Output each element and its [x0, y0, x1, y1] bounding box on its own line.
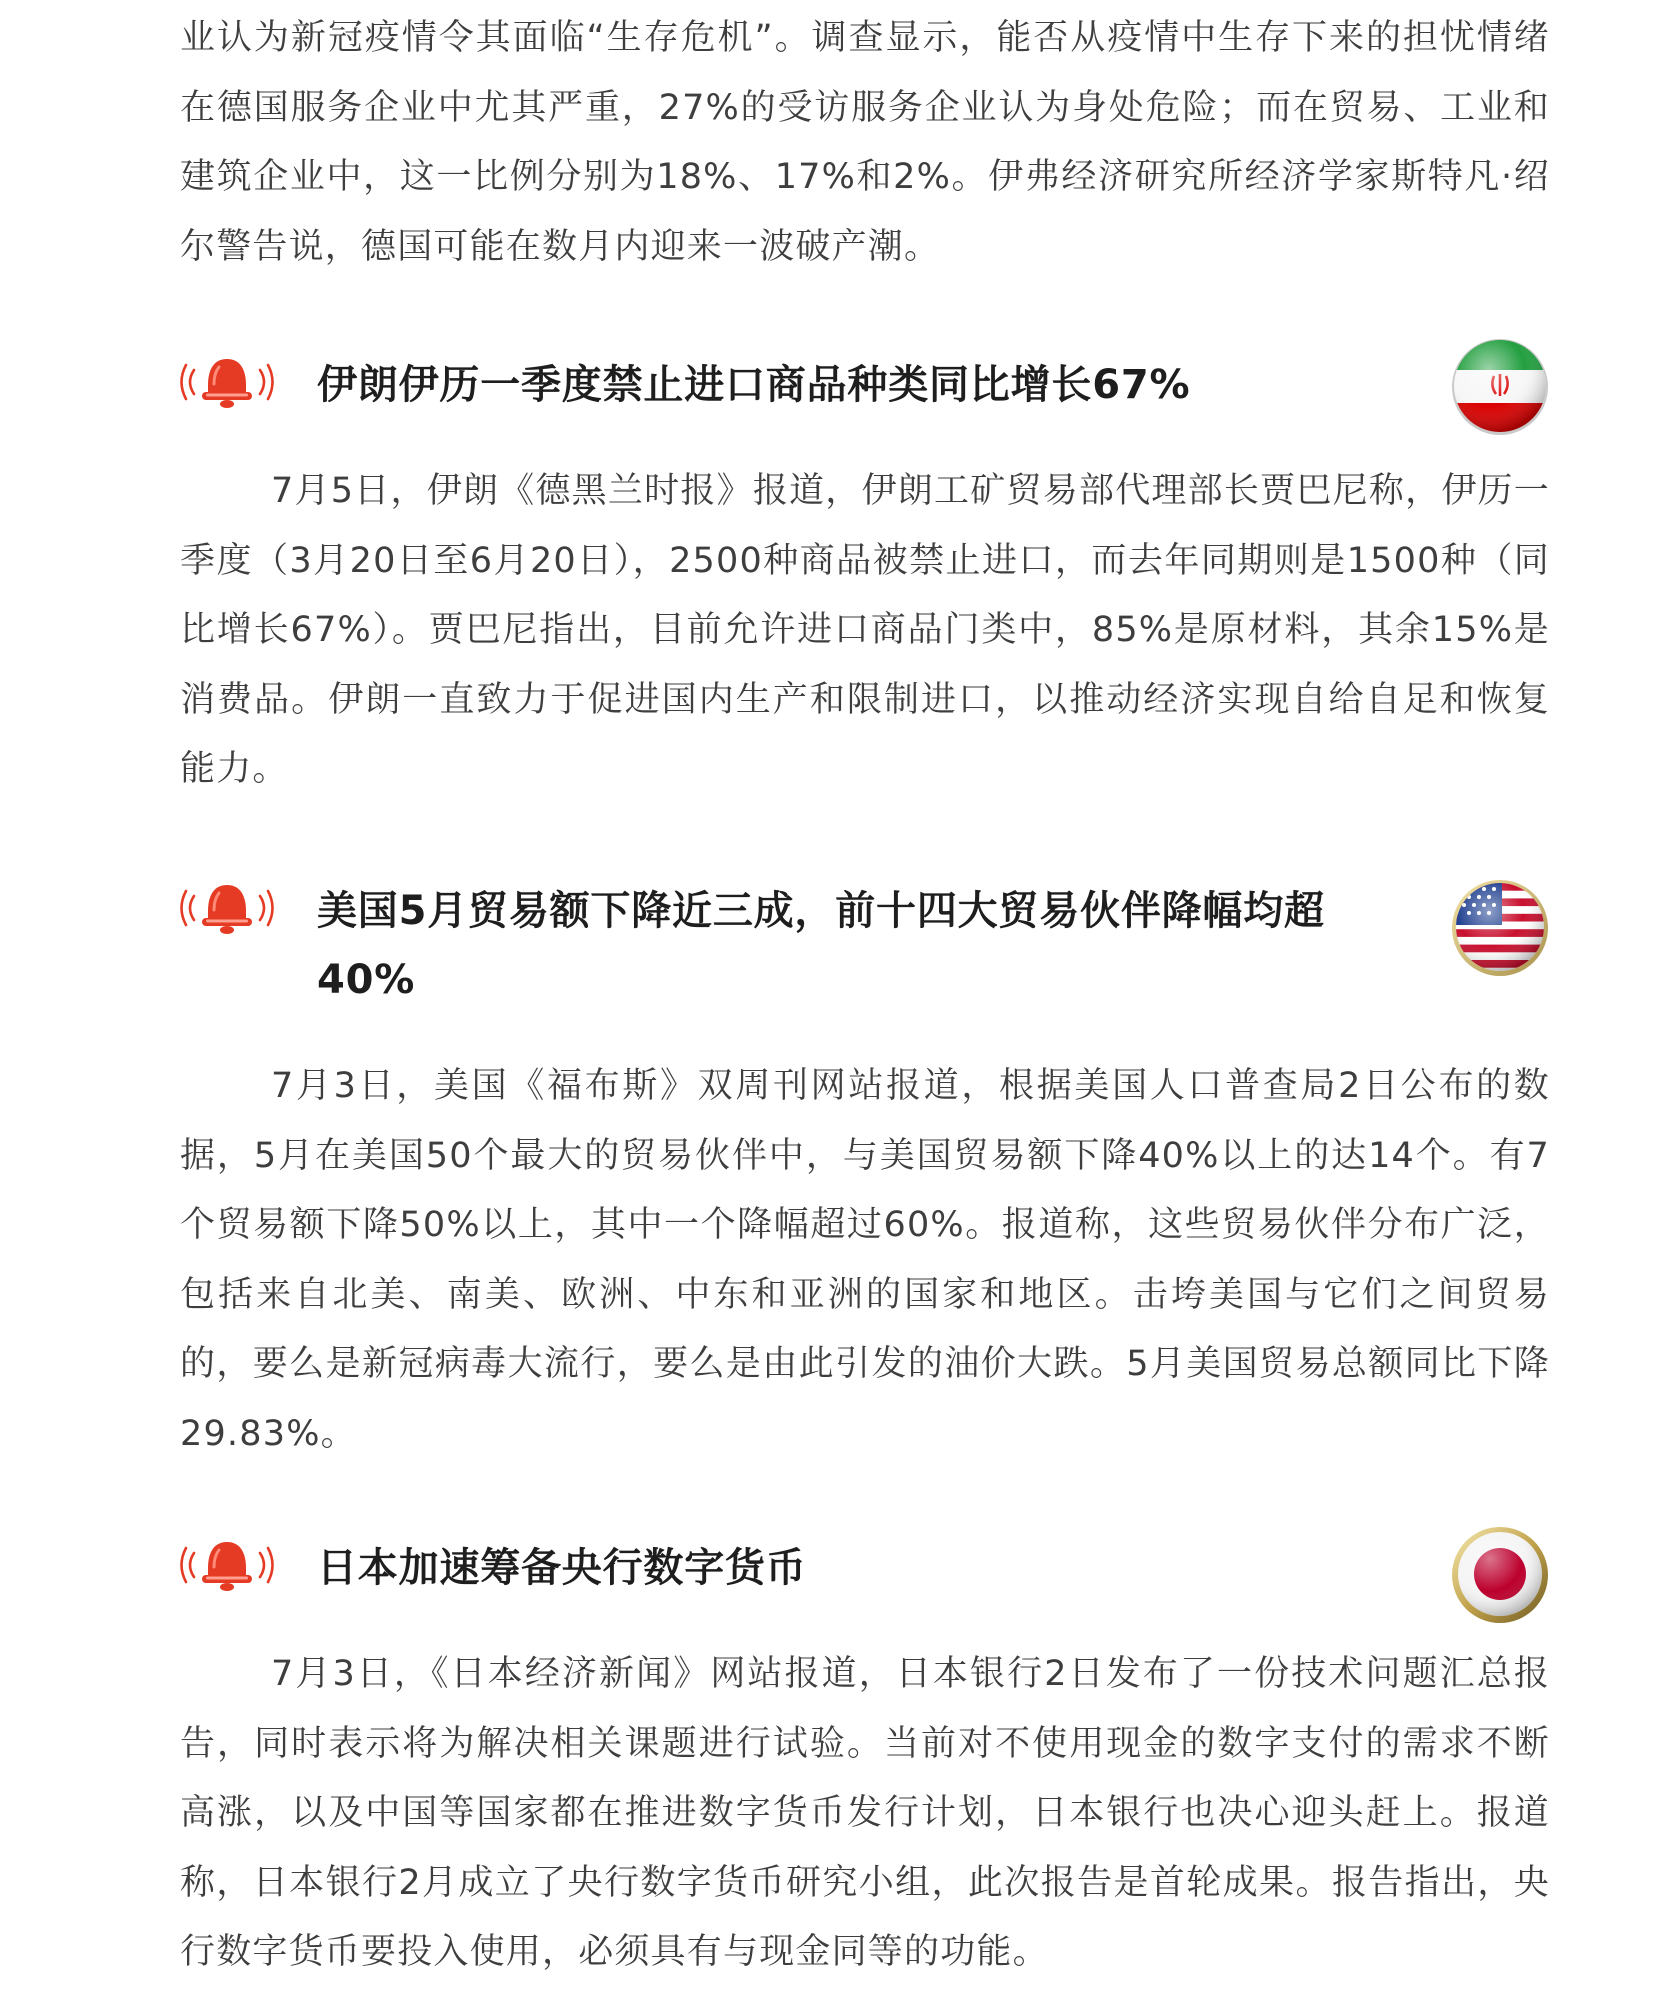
section-paragraph: 7月5日，伊朗《德黑兰时报》报道，伊朗工矿贸易部代理部长贾巴尼称，伊历一季度（3月20日至6月20日），2500种商品被禁止进口，而去年同期则是1500种（同比增长67%）。贾巴尼指出，目前允许进口商品门类中，85%是原材料，其余15%是消费品。伊朗一直致力于促进国内生产和限制进口，以推动经济实现自给自足和恢复能力。	[180, 471, 1550, 789]
news-section-usa	[180, 877, 1550, 1454]
intro-paragraph: 业认为新冠疫情令其面临“生存危机”。调查显示，能否从疫情中生存下来的担忧情绪在德国服务企业中尤其严重，27%的受访服务企业认为身处危险；而在贸易、工业和建筑企业中，这一比例分别为18%、17%和2%。伊弗经济研究所经济学家斯特凡·绍尔警告说，德国可能在数月内迎来一波破产潮。	[180, 18, 1550, 267]
section-title: 日本加速筹备央行数字货币	[317, 1545, 807, 1591]
alarm-bell-icon	[180, 881, 274, 935]
news-section-japan	[180, 1534, 1550, 1972]
section-headline	[180, 1534, 1550, 1614]
section-title: 美国5月贸易额下降近三成，前十四大贸易伙伴降幅均超40%	[317, 888, 1325, 1003]
news-section-iran	[180, 351, 1550, 789]
alarm-bell-icon	[180, 355, 274, 409]
section-body	[180, 1640, 1550, 1988]
intro-section	[180, 4, 1550, 282]
section-paragraph: 7月3日，美国《福布斯》双周刊网站报道，根据美国人口普查局2日公布的数据，5月在美国50个最大的贸易伙伴中，与美国贸易额下降40%以上的达14个。有7个贸易额下降50%以上，其中一个降幅超过60%。报道称，这些贸易伙伴分布广泛，包括来自北美、南美、欧洲、中东和亚洲的国家和地区。击垮美国与它们之间贸易的，要么是新冠病毒大流行，要么是由此引发的油价大跌。5月美国贸易总额同比下降29.83%。	[180, 1066, 1550, 1454]
usa-flag-icon	[1450, 877, 1550, 977]
section-headline	[180, 351, 1550, 431]
section-body	[180, 457, 1550, 805]
section-headline	[180, 877, 1550, 1003]
section-paragraph: 7月3日，《日本经济新闻》网站报道，日本银行2日发布了一份技术问题汇总报告，同时表示将为解决相关课题进行试验。当前对不使用现金的数字支付的需求不断高涨，以及中国等国家都在推进数字货币发行计划，日本银行也决心迎头赶上。报道称，日本银行2月成立了央行数字货币研究小组，此次报告是首轮成果。报告指出，央行数字货币要投入使用，必须具有与现金同等的功能。	[180, 1654, 1550, 1972]
japan-flag-icon	[1450, 1524, 1550, 1624]
iran-flag-icon	[1450, 336, 1550, 436]
section-title: 伊朗伊历一季度禁止进口商品种类同比增长67%	[317, 362, 1191, 408]
section-body	[180, 1052, 1550, 1469]
alarm-bell-icon	[180, 1538, 274, 1592]
